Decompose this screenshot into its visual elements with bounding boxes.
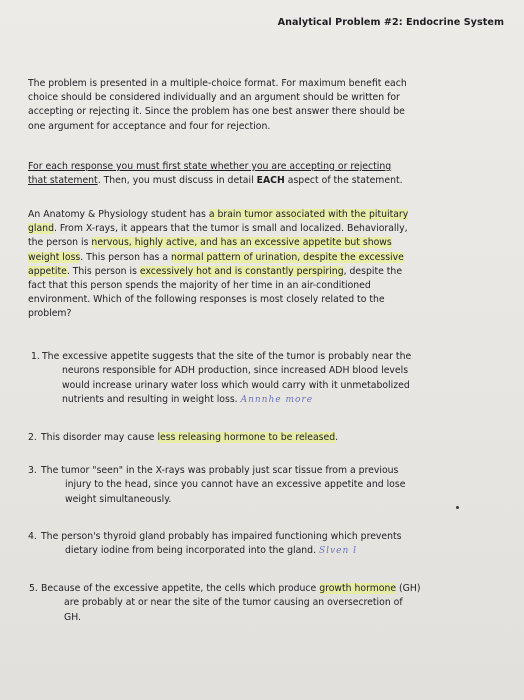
option-number: 1.: [31, 351, 40, 362]
option-number: 2.: [28, 432, 37, 443]
scenario-line: [28, 208, 474, 222]
scenario-text: . From X-rays, it appears that the tumor is small and localized. Behaviorally,: [53, 223, 408, 235]
option-number: 3.: [28, 465, 37, 476]
option-text: dietary iodine from being incorporated into the gland.: [65, 545, 317, 557]
scenario-line: [28, 251, 474, 265]
highlighted-text: less releasing hormone to be released: [157, 432, 336, 443]
instructions-line: For each response you must first state whether you are accepting or rejecting: [28, 161, 392, 172]
instructions-underlined-text: that statement: [28, 175, 98, 187]
instructions-text: . Then, you must discuss in detail: [97, 175, 257, 187]
option-text: This disorder may cause: [41, 432, 158, 443]
intro-paragraph: [28, 77, 474, 134]
instructions-text: aspect of the statement.: [284, 175, 403, 187]
instructions-paragraph: [28, 160, 474, 188]
highlighted-text: excessively hot and is constantly perspiring: [139, 265, 344, 277]
scenario-line: [28, 222, 474, 236]
option-1: [31, 350, 491, 408]
scenario-line: problem?: [28, 308, 72, 320]
pen-dot: [456, 506, 459, 509]
option-5: [29, 582, 489, 625]
highlighted-text: normal pattern of urination, despite the excessive: [171, 251, 404, 263]
option-line: The person's thyroid gland probably has impaired functioning which prevents: [41, 531, 402, 542]
option-text: Because of the excessive appetite, the cells which produce: [41, 583, 320, 594]
highlighted-text: nervous, highly active, and has an excessive appetite but shows: [91, 237, 392, 249]
scenario-text: . This person is: [66, 265, 140, 277]
option-3: [28, 464, 488, 507]
option-line: are probably at or near the site of the tumor causing an oversecretion of: [64, 597, 403, 609]
instructions-emphasis: EACH: [256, 175, 285, 187]
option-line: weight simultaneously.: [65, 493, 172, 505]
intro-line: choice should be considered individually and an argument should be written for: [28, 92, 400, 104]
scenario-text: the person is: [28, 237, 92, 249]
highlighted-text: weight loss: [28, 251, 81, 263]
highlighted-text: a brain tumor associated with the pituitary: [208, 209, 409, 220]
page-title: Analytical Problem #2: Endocrine System: [277, 17, 504, 28]
handwritten-note: Annnhe more: [240, 395, 314, 406]
intro-line: The problem is presented in a multiple-choice format. For maximum benefit each: [28, 78, 407, 89]
option-number: 5.: [29, 583, 38, 594]
highlighted-text: appetite: [28, 265, 67, 277]
option-text: nutrients and resulting in weight loss.: [62, 394, 238, 406]
scenario-text: An Anatomy & Physiology student has: [28, 209, 209, 220]
option-number: 4.: [28, 531, 37, 542]
option-line: The tumor "seen" in the X-rays was probably just scar tissue from a previous: [41, 465, 399, 476]
scenario-line: environment. Which of the following responses is most closely related to the: [28, 294, 385, 306]
instructions-line: [28, 174, 474, 188]
option-line: would increase urinary water loss which would carry with it unmetabolized: [62, 379, 410, 391]
option-4: [28, 530, 488, 559]
option-line: neurons responsible for ADH production, since increased ADH blood levels: [62, 365, 409, 377]
option-line: GH.: [64, 611, 81, 623]
option-line: [28, 544, 488, 558]
scenario-line: [28, 265, 474, 279]
intro-line: one argument for acceptance and four for rejection.: [28, 120, 271, 132]
scenario-paragraph: [28, 208, 474, 322]
option-line: [28, 431, 488, 445]
scenario-text: , despite the: [343, 265, 403, 277]
handwritten-note: Slven l: [319, 546, 357, 557]
option-2: [28, 431, 488, 445]
option-text: (GH): [396, 583, 421, 594]
intro-line: accepting or rejecting it. Since the problem has one best answer there should be: [28, 106, 405, 118]
option-text: .: [335, 432, 339, 443]
scenario-line: [28, 236, 474, 250]
option-line: [31, 393, 491, 407]
highlighted-text: growth hormone: [319, 583, 397, 594]
scenario-text: . This person has a: [80, 251, 171, 263]
scenario-line: fact that this person spends the majority of her time in an air-conditioned: [28, 280, 371, 292]
option-line: [29, 582, 489, 596]
option-line: injury to the head, since you cannot have an excessive appetite and lose: [65, 479, 406, 491]
highlighted-text: gland: [28, 223, 54, 235]
option-line: The excessive appetite suggests that the site of the tumor is probably near the: [42, 351, 412, 362]
